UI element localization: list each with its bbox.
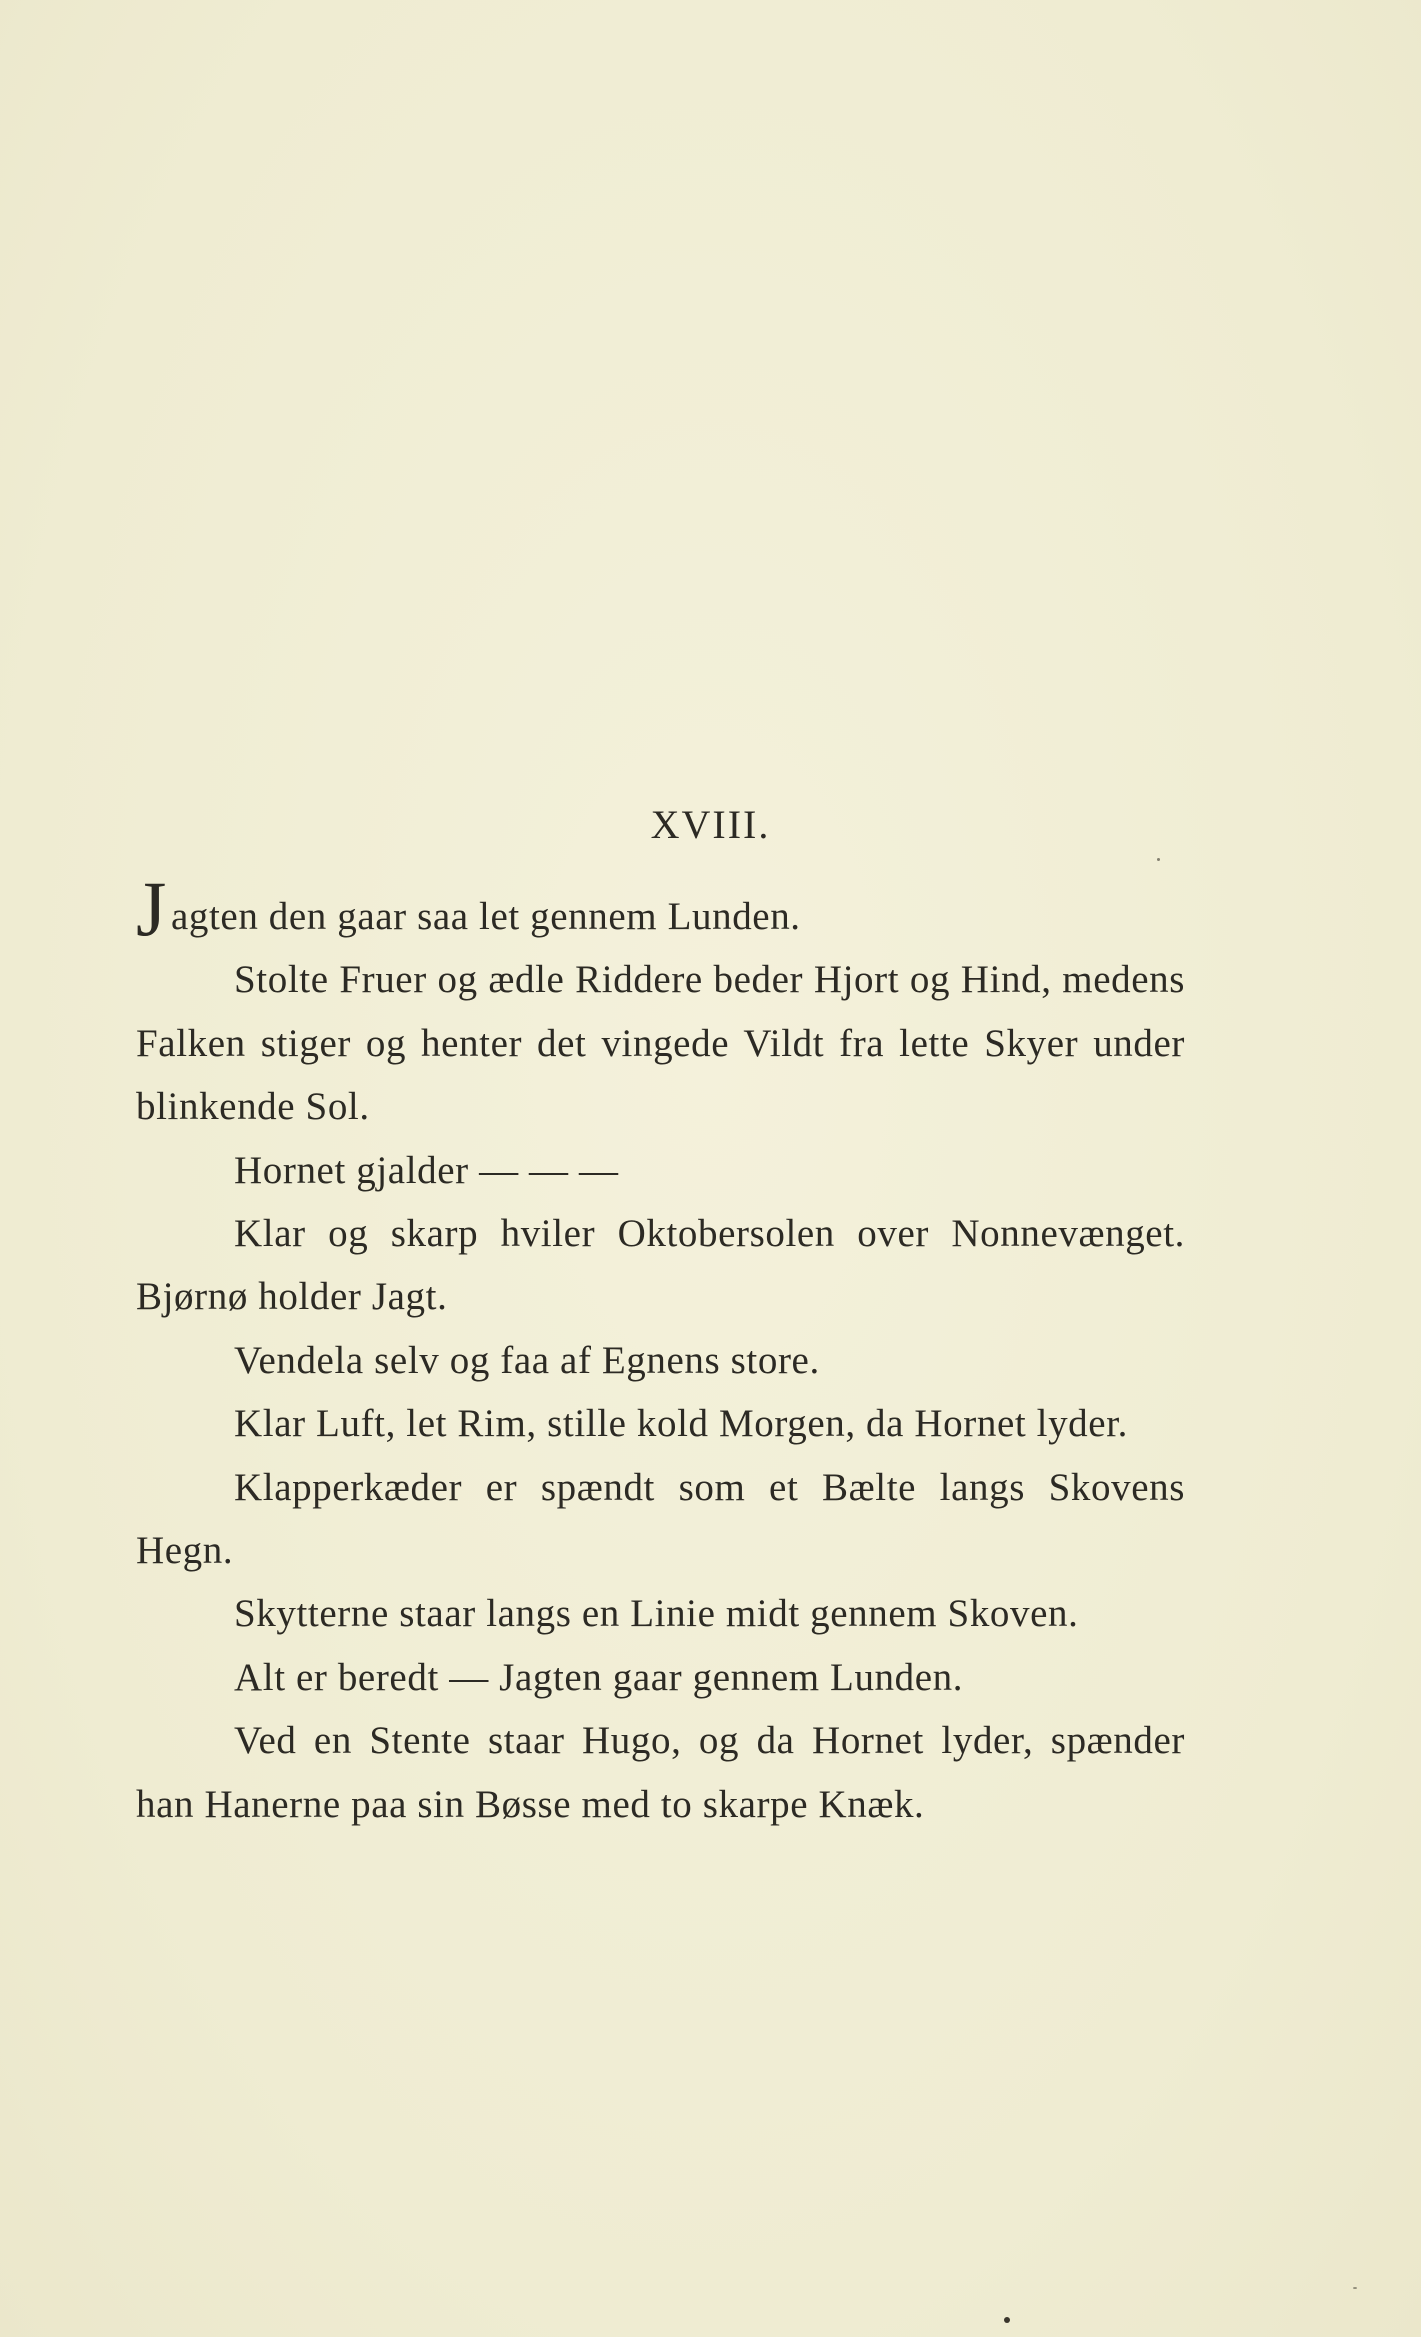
paragraph: Hornet gjalder — — — [234, 1148, 619, 1192]
paragraph: Klar Luft, let Rim, stille kold Morgen, da Hornet lyder. [234, 1402, 1128, 1446]
chapter-number: XVIII. [650, 802, 771, 847]
opening-paragraph [136, 865, 1185, 952]
paragraph: Vendela selv og faa af Egnens store. [234, 1338, 820, 1382]
paragraph: Skytterne staar langs en Linie midt gennem Skoven. [234, 1592, 1079, 1636]
paper-speck [1004, 2317, 1010, 2323]
opening-paragraph-text: agten den gaar saa let gennem Lunden. [170, 895, 801, 938]
paper-speck [1157, 858, 1160, 861]
paragraph: Klapperkæder er spændt som et Bælte langs Skovens Hegn. [136, 1465, 1185, 1573]
paper-speck [1353, 2287, 1357, 2289]
paragraph: Stolte Fruer og ædle Riddere beder Hjort og Hind, medens Falken stiger og henter det vingede Vildt fra lette Skyer under blinkende Sol. [136, 958, 1185, 1129]
paragraph: Klar og skarp hviler Oktobersolen over Nonnevænget. Bjørnø holder Jagt. [136, 1212, 1185, 1319]
chapter-text [136, 865, 1185, 1836]
paragraph: Alt er beredt — Jagten gaar gennem Lunden. [234, 1655, 964, 1699]
paragraph: Ved en Stente staar Hugo, og da Hornet lyder, spænder han Hanerne paa sin Bøsse med to skarpe Knæk. [136, 1719, 1185, 1826]
drop-cap: J [136, 865, 167, 952]
